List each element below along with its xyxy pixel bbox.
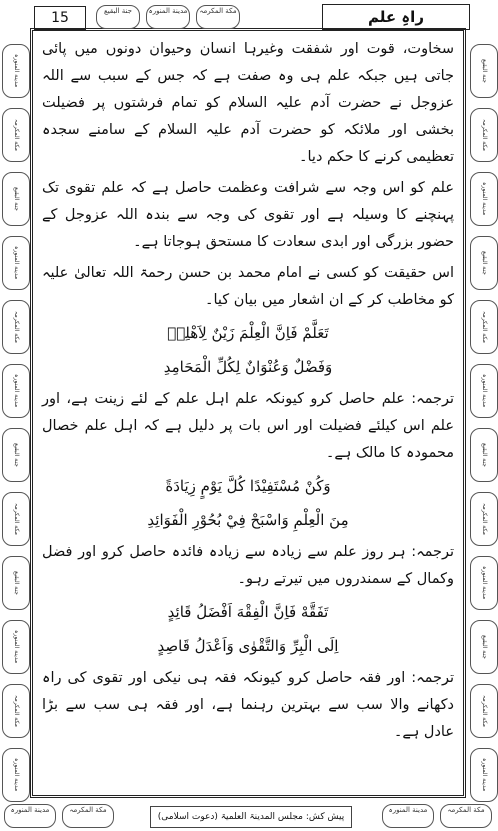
- side-chip-label: مدینة المنورہ: [13, 246, 20, 280]
- arabic-verse: وَكُنْ مُسْتَفِيْدًا كُلَّ يَوْمٍ زِيَادَةً: [165, 477, 331, 495]
- side-decoration-chip: [2, 44, 30, 98]
- footer-chip: مدینة المنورہ: [4, 804, 56, 828]
- side-chip-label: مدینة المنورہ: [481, 758, 488, 792]
- side-decoration-chip: [2, 684, 30, 738]
- paragraph: علم کو اس وجہ سے شرافت وعظمت حاصل ہے کہ علم تقوی تک پہنچنے کا وسیلہ ہے اور تقوی کی وجہ سے بندہ اللہ عزوجل کے حضور بزرگی اور ابدی سعادت کا مستحق ہوجاتا ہے۔: [42, 180, 454, 250]
- publisher-label: پیش کش: مجلس المدینۃ العلمیۃ (دعوت اسلامی): [150, 806, 352, 828]
- header-chip: مکة المکرمہ: [196, 5, 240, 29]
- side-chip-label: جنة البقیع: [481, 635, 488, 659]
- side-decoration-chip: [470, 364, 498, 418]
- side-decoration-chip: [470, 428, 498, 482]
- side-chip-label: جنة البقیع: [481, 443, 488, 467]
- side-decoration-chip: [2, 428, 30, 482]
- side-chip-label: مدینة المنورہ: [13, 630, 20, 664]
- side-chip-label: مدینة المنورہ: [13, 374, 20, 408]
- side-chip-label: مدینة المنورہ: [481, 566, 488, 600]
- side-decoration-chip: [2, 556, 30, 610]
- side-decoration-chip: [2, 492, 30, 546]
- side-chip-label: جنة البقیع: [13, 571, 20, 595]
- side-decoration-chip: [470, 172, 498, 226]
- side-chip-label: مدینة المنورہ: [13, 758, 20, 792]
- side-chip-label: مکة المکرمہ: [481, 695, 488, 727]
- page-body: [38, 36, 458, 750]
- side-chip-label: جنة البقیع: [481, 251, 488, 275]
- side-decoration-chip: [470, 748, 498, 802]
- side-chip-label: مکة المکرمہ: [13, 695, 20, 727]
- side-chip-label: جنة البقیع: [481, 59, 488, 83]
- page-number: 15: [34, 6, 86, 30]
- side-decoration-chip: [470, 620, 498, 674]
- paragraph: سخاوت، قوت اور شفقت وغیرہا انسان وحیوان دونوں میں پائی جاتی ہیں جبکہ علم ہی وہ صفت ہے کہ جس کے سبب سے اللہ عزوجل نے حضرت آدم علیہ السلام کو تمام فرشتوں پر فضیلت بخشی اور ملائکہ کو حضرت آدم علیہ السلام کے سامنے سجدہ تعظیمی کرنے کا حکم دیا۔: [42, 41, 454, 165]
- side-chip-label: مدینة المنورہ: [481, 182, 488, 216]
- side-decoration-chip: [470, 300, 498, 354]
- side-decoration-chip: [470, 492, 498, 546]
- side-chip-label: مکة المکرمہ: [481, 119, 488, 151]
- arabic-verse: مِنَ الْعِلْمِ وَاسْبَحْ فِيْ بُحُوْرِ الْفَوَائِدِ: [147, 511, 349, 529]
- translation: ترجمہ: علم حاصل کرو کیونکہ علم اہل علم کے لئے زینت ہے، اور علم اس کیلئے فضیلت اور اس بات پر دلیل ہے کہ اہل علم خصال محمودہ کا مالک ہے۔: [42, 391, 454, 461]
- side-decoration-chip: [2, 172, 30, 226]
- side-chip-label: مکة المکرمہ: [13, 311, 20, 343]
- header-chip: جنة البقیع: [96, 5, 140, 29]
- side-decoration-chip: [2, 108, 30, 162]
- side-decoration-chip: [2, 364, 30, 418]
- arabic-verse: اِلَى الْبِرِّ وَالتَّقْوٰى وَاَعْدَلُ قَاصِدٍ: [157, 637, 339, 655]
- side-decoration-chip: [470, 108, 498, 162]
- side-decoration-chip: [470, 684, 498, 738]
- translation: ترجمہ: اور فقہ حاصل کرو کیونکہ فقہ ہی نیکی اور تقوی کی راہ دکھانے والا سب سے بہترین رہنما ہے، اور فقہ ہی سب سے بڑا عادل ہے۔: [42, 670, 454, 740]
- book-title: راہِ علم: [322, 4, 470, 30]
- footer-chip: مکة المکرمہ: [440, 804, 492, 828]
- footer-chip: مکة المکرمہ: [62, 804, 114, 828]
- header-chip: مدینة المنورہ: [146, 5, 190, 29]
- translation: ترجمہ: ہر روز علم سے زیادہ سے زیادہ فائدہ حاصل کرو اور فضل وکمال کے سمندروں میں تیرتے رہو۔: [42, 544, 454, 587]
- side-chip-label: جنة البقیع: [13, 187, 20, 211]
- side-decoration-chip: [2, 300, 30, 354]
- side-chip-label: جنة البقیع: [13, 443, 20, 467]
- arabic-verse: وَفَضْلٌ وَعُنْوَانٌ لِكُلِّ الْمَحَامِدِ: [163, 358, 333, 376]
- arabic-verse: تَفَقَّهْ فَاِنَّ الْفِقْهَ اَفْضَلُ قَائِدٍ: [167, 603, 329, 621]
- side-decoration-chip: [470, 236, 498, 290]
- side-decoration-chip: [2, 236, 30, 290]
- side-chip-label: مکة المکرمہ: [13, 119, 20, 151]
- side-decoration-chip: [470, 44, 498, 98]
- footer-chip: مدینة المنورہ: [382, 804, 434, 828]
- paragraph: اس حقیقت کو کسی نے امام محمد بن حسن رحمۃ اللہ تعالیٰ علیہ کو مخاطب کر کے ان اشعار میں بیان کیا۔: [42, 265, 454, 308]
- side-chip-label: مکة المکرمہ: [481, 311, 488, 343]
- side-decoration-chip: [470, 556, 498, 610]
- side-decoration-chip: [2, 748, 30, 802]
- side-chip-label: مدینة المنورہ: [481, 374, 488, 408]
- side-decoration-chip: [2, 620, 30, 674]
- side-chip-label: مکة المکرمہ: [481, 503, 488, 535]
- side-chip-label: مکة المکرمہ: [13, 503, 20, 535]
- side-chip-label: مدینة المنورہ: [13, 54, 20, 88]
- arabic-verse: تَعَلَّمْ فَاِنَّ الْعِلْمَ زَيْنٌ لِاَهْلِهٖ: [167, 324, 329, 342]
